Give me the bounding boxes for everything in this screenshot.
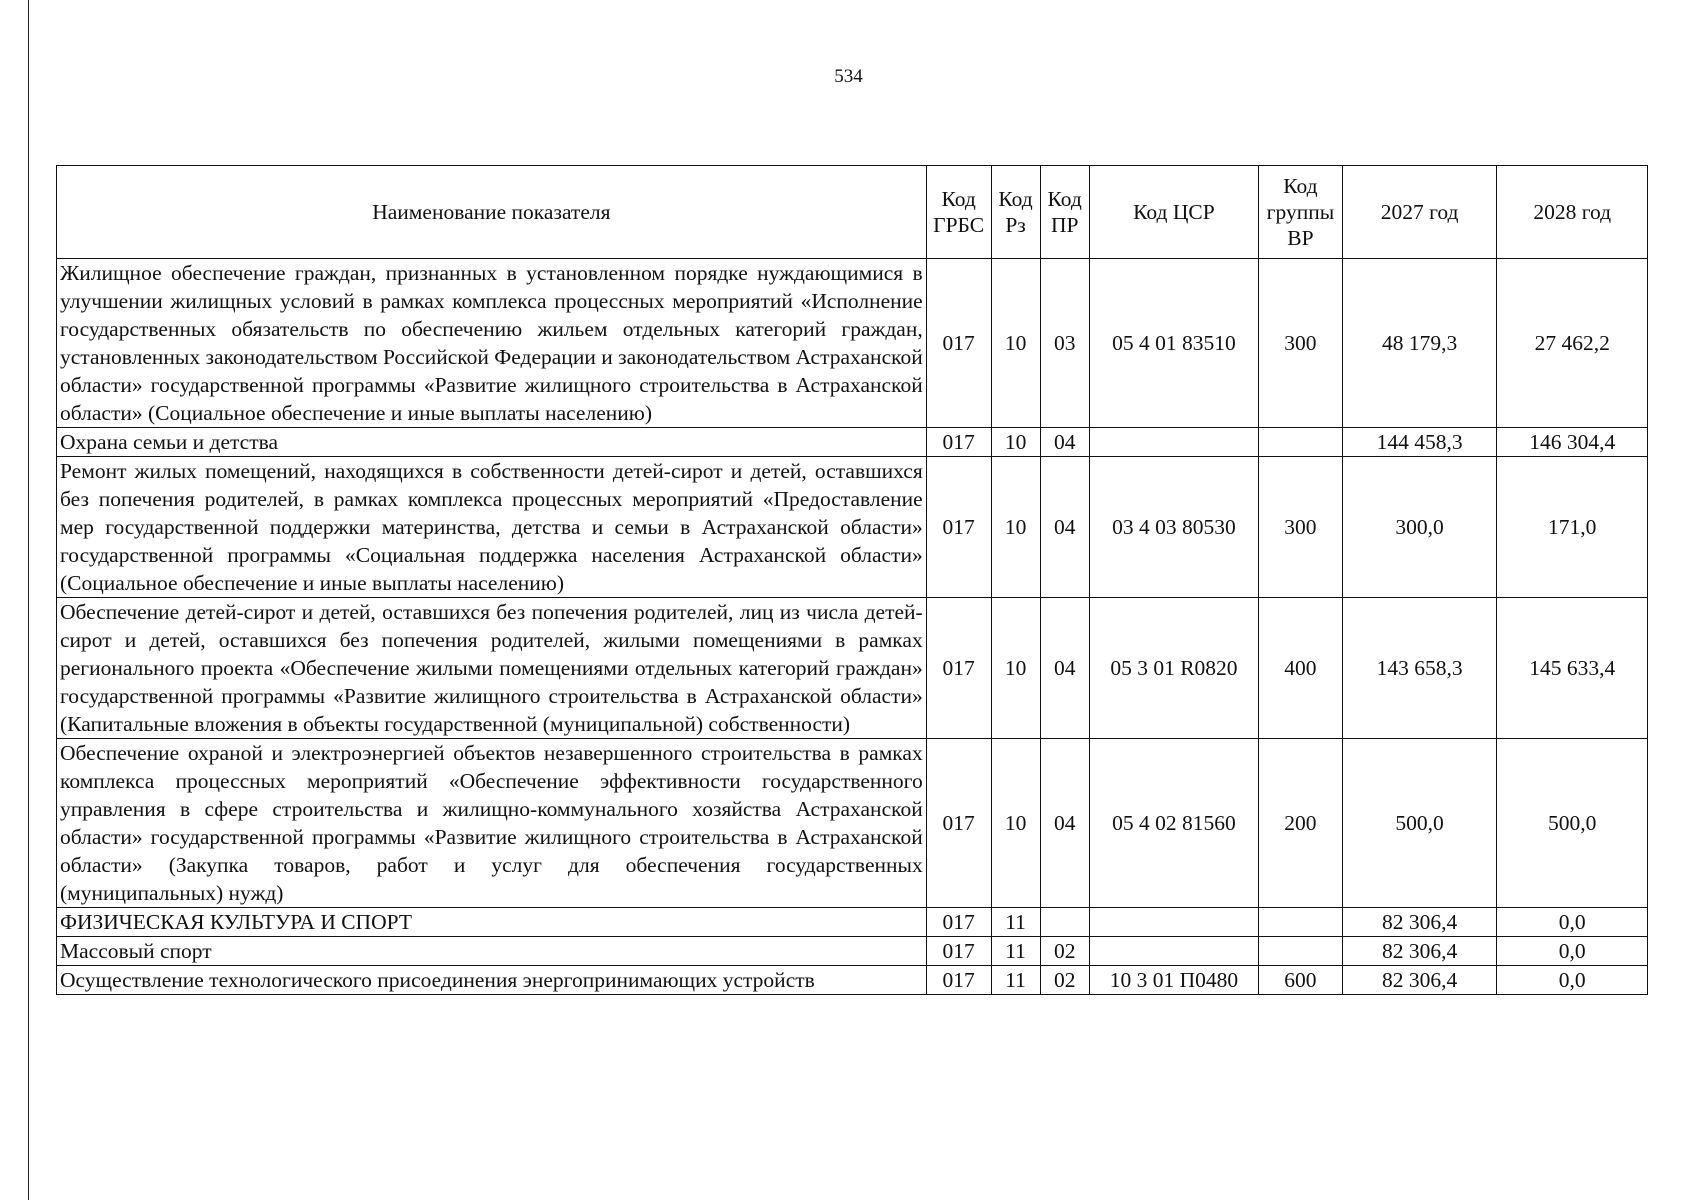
- row-pr: 04: [1040, 739, 1089, 908]
- row-vr: [1259, 908, 1343, 937]
- row-rz: 11: [991, 966, 1040, 995]
- row-2028: 171,0: [1497, 457, 1648, 598]
- header-pr: Код ПР: [1040, 166, 1089, 259]
- row-csr: 05 4 02 81560: [1089, 739, 1258, 908]
- row-pr: 04: [1040, 428, 1089, 457]
- row-rz: 10: [991, 739, 1040, 908]
- row-name: Обеспечение детей-сирот и детей, оставшихся без попечения родителей, лиц из числа детей-сирот и детей, оставшихся без попечения родителей, жилыми помещениями в рамках регионального проекта «Обеспечение жилыми помещениями отдельных категорий граждан» государственной программы «Развитие жилищного строительства в Астраханской области» (Капитальные вложения в объекты государственной (муниципальной) собственности): [57, 598, 927, 739]
- table-row: [57, 966, 1648, 995]
- row-csr: [1089, 937, 1258, 966]
- row-2028: 0,0: [1497, 908, 1648, 937]
- header-grbs: Код ГРБС: [926, 166, 991, 259]
- row-grbs: 017: [926, 457, 991, 598]
- table-row: [57, 908, 1648, 937]
- row-grbs: 017: [926, 908, 991, 937]
- row-vr: 400: [1259, 598, 1343, 739]
- row-vr: [1259, 937, 1343, 966]
- row-vr: 300: [1259, 457, 1343, 598]
- row-grbs: 017: [926, 598, 991, 739]
- row-rz: 10: [991, 598, 1040, 739]
- row-pr: 04: [1040, 457, 1089, 598]
- row-vr: 300: [1259, 259, 1343, 428]
- row-2027: 82 306,4: [1342, 937, 1497, 966]
- row-2028: 0,0: [1497, 966, 1648, 995]
- row-2027: 48 179,3: [1342, 259, 1497, 428]
- table-row: [57, 739, 1648, 908]
- row-name: Ремонт жилых помещений, находящихся в собственности детей-сирот и детей, оставшихся без попечения родителей, в рамках комплекса процессных мероприятий «Предоставление мер государственной поддержки материнства, детства и семьи в Астраханской области» государственной программы «Социальная поддержка населения Астраханской области» (Социальное обеспечение и иные выплаты населению): [57, 457, 927, 598]
- budget-table: [56, 165, 1648, 995]
- row-name: Осуществление технологического присоединения энергопринимающих устройств: [57, 966, 927, 995]
- row-csr: 05 4 01 83510: [1089, 259, 1258, 428]
- row-rz: 10: [991, 457, 1040, 598]
- row-csr: [1089, 428, 1258, 457]
- row-2027: 143 658,3: [1342, 598, 1497, 739]
- row-csr: 10 3 01 П0480: [1089, 966, 1258, 995]
- row-2028: 27 462,2: [1497, 259, 1648, 428]
- row-2028: 145 633,4: [1497, 598, 1648, 739]
- row-2027: 500,0: [1342, 739, 1497, 908]
- row-2027: 82 306,4: [1342, 966, 1497, 995]
- row-grbs: 017: [926, 739, 991, 908]
- header-2027: 2027 год: [1342, 166, 1497, 259]
- row-2028: 500,0: [1497, 739, 1648, 908]
- header-name: Наименование показателя: [57, 166, 927, 259]
- row-2027: 144 458,3: [1342, 428, 1497, 457]
- row-grbs: 017: [926, 966, 991, 995]
- row-name: ФИЗИЧЕСКАЯ КУЛЬТУРА И СПОРТ: [57, 908, 927, 937]
- binding-margin-line: [28, 0, 29, 1200]
- row-pr: [1040, 908, 1089, 937]
- row-pr: 04: [1040, 598, 1089, 739]
- header-vr: Код группы ВР: [1259, 166, 1343, 259]
- row-csr: 05 3 01 R0820: [1089, 598, 1258, 739]
- row-rz: 11: [991, 908, 1040, 937]
- row-grbs: 017: [926, 428, 991, 457]
- row-vr: 600: [1259, 966, 1343, 995]
- row-grbs: 017: [926, 937, 991, 966]
- table-row: [57, 937, 1648, 966]
- header-rz: Код Рз: [991, 166, 1040, 259]
- header-2028: 2028 год: [1497, 166, 1648, 259]
- table-row: [57, 428, 1648, 457]
- row-pr: 03: [1040, 259, 1089, 428]
- table-row: [57, 457, 1648, 598]
- row-grbs: 017: [926, 259, 991, 428]
- row-name: Массовый спорт: [57, 937, 927, 966]
- row-rz: 10: [991, 428, 1040, 457]
- row-rz: 11: [991, 937, 1040, 966]
- header-csr: Код ЦСР: [1089, 166, 1258, 259]
- row-pr: 02: [1040, 937, 1089, 966]
- row-rz: 10: [991, 259, 1040, 428]
- row-vr: [1259, 428, 1343, 457]
- row-vr: 200: [1259, 739, 1343, 908]
- row-name: Обеспечение охраной и электроэнергией объектов незавершенного строительства в рамках комплекса процессных мероприятий «Обеспечение эффективности государственного управления в сфере строительства и жилищно-коммунального хозяйства Астраханской области» государственной программы «Развитие жилищного строительства в Астраханской области» (Закупка товаров, работ и услуг для обеспечения государственных (муниципальных) нужд): [57, 739, 927, 908]
- row-name: Жилищное обеспечение граждан, признанных в установленном порядке нуждающимися в улучшении жилищных условий в рамках комплекса процессных мероприятий «Исполнение государственных обязательств по обеспечению жильем отдельных категорий граждан, установленных законодательством Российской Федерации и законодательством Астраханской области» государственной программы «Развитие жилищного строительства в Астраханской области» (Социальное обеспечение и иные выплаты населению): [57, 259, 927, 428]
- row-name: Охрана семьи и детства: [57, 428, 927, 457]
- row-2027: 300,0: [1342, 457, 1497, 598]
- row-2028: 0,0: [1497, 937, 1648, 966]
- row-csr: 03 4 03 80530: [1089, 457, 1258, 598]
- row-2027: 82 306,4: [1342, 908, 1497, 937]
- table-row: [57, 259, 1648, 428]
- row-csr: [1089, 908, 1258, 937]
- table-header-row: [57, 166, 1648, 259]
- page-number: 534: [834, 66, 863, 87]
- row-pr: 02: [1040, 966, 1089, 995]
- table-row: [57, 598, 1648, 739]
- row-2028: 146 304,4: [1497, 428, 1648, 457]
